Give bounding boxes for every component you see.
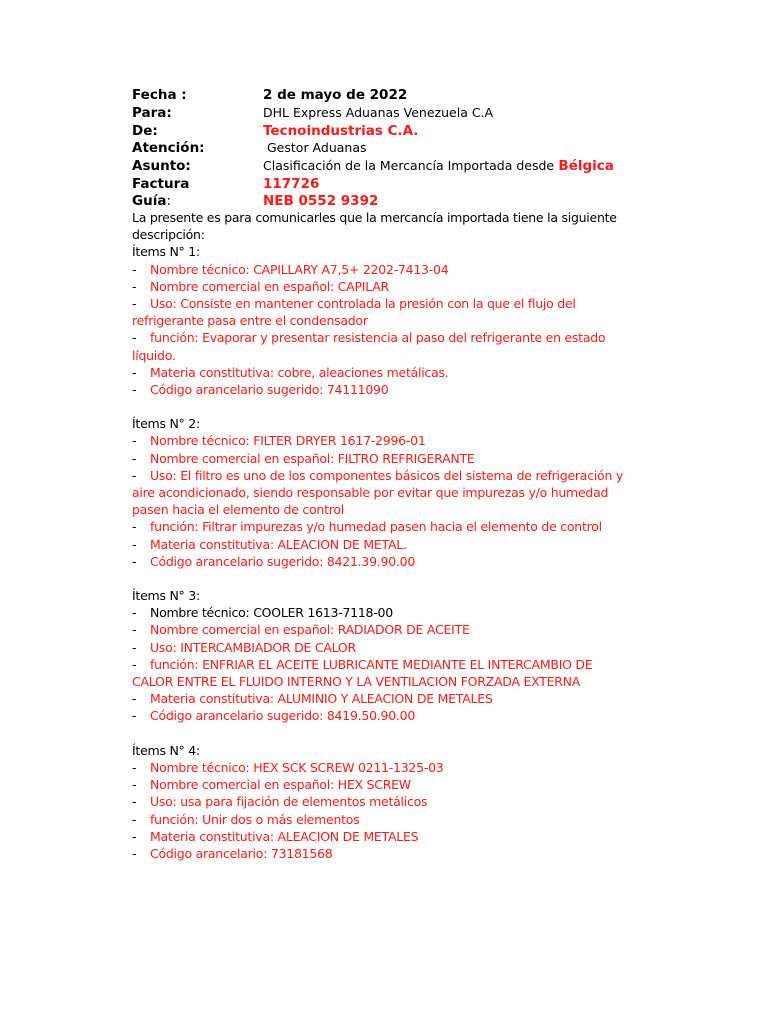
item-codigo: - Código arancelario: 73181568: [132, 845, 333, 861]
spacer: [132, 725, 637, 742]
fecha-label: Fecha :: [132, 87, 187, 103]
item-materia: - Materia constitutiva: ALEACION DE METAL.: [132, 536, 407, 552]
item-title: Ítems N° 2:: [132, 416, 200, 432]
fecha-value: 2 de mayo de 2022: [263, 87, 408, 103]
asunto-country: Bélgica: [558, 158, 614, 174]
guia-value: NEB 0552 9392: [263, 193, 379, 209]
asunto-label: Asunto:: [132, 158, 191, 174]
para-label: Para:: [132, 105, 172, 121]
item-block-2: [132, 415, 637, 570]
spacer: [132, 570, 637, 587]
document-body: [132, 209, 637, 862]
item-title: Ítems N° 1:: [132, 244, 200, 260]
item-nombre-tecnico: - Nombre técnico: HEX SCK SCREW 0211-1325-03: [132, 759, 444, 775]
item-uso: - Uso: INTERCAMBIADOR DE CALOR: [132, 639, 356, 655]
atencion-value: Gestor Aduanas: [267, 140, 367, 155]
guia-label-group: [132, 192, 171, 210]
item-nombre-tecnico: - Nombre técnico: COOLER 1613-7118-00: [132, 605, 393, 621]
para-value: DHL Express Aduanas Venezuela C.A: [263, 105, 494, 120]
item-codigo: - Código arancelario sugerido: 74111090: [132, 382, 389, 398]
item-uso: - Uso: El filtro es uno de los componentes básicos del sistema de refrigeración y aire acondicionado, siendo responsable por evitar que impurezas y/o humedad pasen hacia el elemento de control: [132, 467, 627, 518]
factura-value: 117726: [263, 176, 320, 192]
item-block-4: [132, 742, 637, 862]
intro-paragraph: La presente es para comunicarles que la mercancía importada tiene la siguiente descripción:: [132, 210, 617, 243]
item-materia: - Materia constitutiva: ALEACION DE METALES: [132, 828, 419, 844]
item-funcion: - función: ENFRIAR EL ACEITE LUBRICANTE MEDIANTE EL INTERCAMBIO DE CALOR ENTRE EL FLUIDO INTERNO Y LA VENTILACION FORZADA EXTERNA: [132, 656, 597, 690]
item-title: Ítems N° 3:: [132, 588, 200, 604]
item-nombre-comercial: - Nombre comercial en español: HEX SCREW: [132, 777, 411, 793]
item-block-3: [132, 587, 637, 725]
factura-label: Factura: [132, 176, 190, 192]
item-materia: - Materia constitutiva: ALUMINIO Y ALEACION DE METALES: [132, 691, 493, 707]
de-value: Tecnoindustrias C.A.: [263, 123, 419, 139]
item-nombre-tecnico: - Nombre técnico: CAPILLARY A7,5+ 2202-7413-04: [132, 261, 449, 277]
item-uso: - Uso: usa para fijación de elementos metálicos: [132, 794, 428, 810]
asunto-value-group: [263, 157, 614, 175]
item-title: Ítems N° 4:: [132, 742, 200, 758]
item-materia: - Materia constitutiva: cobre, aleaciones metálicas.: [132, 364, 449, 380]
item-nombre-comercial: - Nombre comercial en español: FILTRO REFRIGERANTE: [132, 450, 475, 466]
item-uso: - Uso: Consiste en mantener controlada la presión con la que el flujo del refrigerante pasa entre el condensador: [132, 296, 580, 329]
item-funcion: - función: Unir dos o más elementos: [132, 811, 360, 827]
de-label: De:: [132, 123, 158, 139]
item-codigo: - Código arancelario sugerido: 8421.39.90.00: [132, 553, 416, 569]
item-funcion: - función: Filtrar impurezas y/o humedad pasen hacia el elemento de control: [132, 519, 602, 535]
asunto-value: Clasificación de la Mercancía Importada desde: [263, 158, 555, 173]
item-nombre-tecnico: - Nombre técnico: FILTER DRYER 1617-2996-01: [132, 433, 426, 449]
guia-colon: :: [166, 193, 171, 209]
atencion-label: Atención:: [132, 140, 205, 156]
guia-label: Guía: [132, 193, 167, 209]
item-funcion: - función: Evaporar y presentar resistencia al paso del refrigerante en estado líquido.: [132, 330, 610, 363]
item-nombre-comercial: - Nombre comercial en español: RADIADOR DE ACEITE: [132, 622, 470, 638]
item-block-1: [132, 243, 637, 398]
item-nombre-comercial: - Nombre comercial en español: CAPILAR: [132, 278, 389, 294]
spacer: [132, 398, 637, 415]
item-codigo: - Código arancelario sugerido: 8419.50.90.00: [132, 708, 416, 724]
